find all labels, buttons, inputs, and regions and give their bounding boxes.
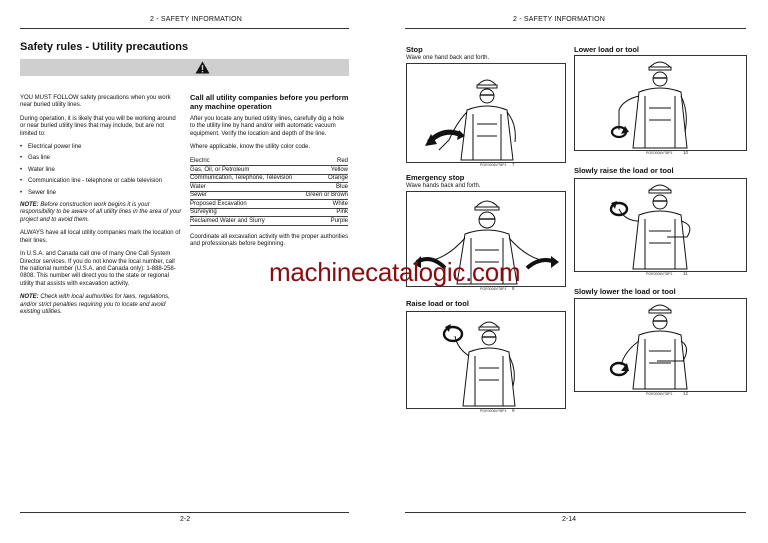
utility-name: Reclaimed Water and Slurry <box>190 217 302 226</box>
page-number-left: 2-2 <box>180 516 191 523</box>
running-head-right: 2 - SAFETY INFORMATION <box>513 16 606 23</box>
figure-caption: PGE0006VT8P1 <box>646 151 673 155</box>
list-item: • Electrical power line <box>20 144 182 151</box>
utility-color: Green or Brown <box>302 191 348 200</box>
running-head-left: 2 - SAFETY INFORMATION <box>150 16 243 23</box>
watermark: machinecatalogic.com <box>269 257 521 287</box>
figure-number: 10 <box>683 150 689 155</box>
left-column <box>20 95 182 322</box>
slowly-lower-signal-illustration <box>575 299 746 391</box>
figure-number: 11 <box>683 271 688 276</box>
one-call-paragraph: In U.S.A. and Canada call one of many One Call System Director services. If you do not know the local number, call the national number (U.S.A. and Canada only): 1-888-258-0808. This number will direct you to the state or regional utility that assists with excavation activity. <box>20 251 176 287</box>
utility-name: Gas, Oil, or Petroleum <box>190 166 302 175</box>
utility-color: Yellow <box>302 166 348 175</box>
utility-name: Proposed Excavation <box>190 200 302 209</box>
signal-title: Emergency stop <box>406 173 465 182</box>
list-item: • Gas line <box>20 155 182 162</box>
signal-title: Lower load or tool <box>574 45 639 54</box>
lower-load-signal-illustration <box>575 56 746 150</box>
table-row <box>190 208 348 217</box>
figure-lower-load <box>574 55 747 151</box>
utility-color: White <box>302 200 348 209</box>
header-rule-left <box>20 28 349 29</box>
utility-name: Electric <box>190 158 302 166</box>
table-row <box>190 166 348 175</box>
utility-color: Blue <box>302 183 348 192</box>
always-paragraph: ALWAYS have all local utility companies mark the location of their lines. <box>20 230 181 244</box>
intro-paragraph: YOU MUST FOLLOW safety precautions when you work near buried utility lines. <box>20 95 171 109</box>
table-row <box>190 200 348 209</box>
utility-color-table <box>190 158 348 226</box>
list-item: • Water line <box>20 167 182 174</box>
raise-load-signal-illustration <box>407 312 565 408</box>
footer-rule-left <box>20 512 349 513</box>
utility-color: Orange <box>302 174 348 183</box>
table-row <box>190 158 348 166</box>
table-row <box>190 217 348 226</box>
right-column <box>190 93 350 254</box>
warning-bar <box>20 59 349 76</box>
utility-color: Pink <box>302 208 348 217</box>
figure-number: 12 <box>683 391 689 396</box>
header-rule-right <box>405 28 746 29</box>
note-local-authorities: NOTE: Check with local authorities for laws, regulations, and/or strict penalties requiring you to locate and avoid existing utilities. <box>20 294 170 315</box>
figure-number: 7 <box>512 162 515 167</box>
slowly-raise-signal-illustration <box>575 179 746 271</box>
signal-title: Stop <box>406 45 423 54</box>
signal-title: Raise load or tool <box>406 299 469 308</box>
figure-caption: PGE0006VT8P1 <box>480 409 507 413</box>
utility-color: Purple <box>302 217 348 226</box>
figure-caption: PGE0006VT8P1 <box>646 392 673 396</box>
footer-rule-right <box>405 512 746 513</box>
stop-signal-illustration <box>407 64 565 162</box>
figure-number: 9 <box>512 408 515 413</box>
figure-slowly-lower <box>574 298 747 392</box>
signal-description: Wave hands back and forth. <box>406 183 481 189</box>
note-responsibility: NOTE: Before construction work begins it is your responsibility to be aware of all utility lines in the area of your project and to avoid them. <box>20 202 182 223</box>
figure-caption: PGE0006VT8P1 <box>480 287 507 291</box>
during-operation-paragraph: During operation, it is likely that you will be working around or near buried utility lines that may include, but are not limited to: <box>20 115 176 137</box>
figure-caption: PGE0006VT8P1 <box>646 272 673 276</box>
figure-raise-load <box>406 311 566 409</box>
table-row <box>190 191 348 200</box>
signal-title: Slowly raise the load or tool <box>574 166 674 175</box>
utility-color: Red <box>302 158 348 166</box>
call-utility-heading: Call all utility companies before you perform any machine operation <box>190 93 349 111</box>
signal-title: Slowly lower the load or tool <box>574 287 676 296</box>
where-applicable-paragraph: Where applicable, know the utility color code. <box>190 144 311 151</box>
figure-stop <box>406 63 566 163</box>
figure-number: 8 <box>512 286 515 291</box>
figure-slowly-raise <box>574 178 747 272</box>
utility-name: Sewer <box>190 191 302 200</box>
table-row <box>190 183 348 192</box>
utility-list <box>20 144 182 197</box>
page-number-right: 2-14 <box>562 516 577 523</box>
figure-caption: PGE0006VT8P1 <box>480 163 507 167</box>
utility-name: Surveying <box>190 208 302 217</box>
after-locate-paragraph: After you locate any buried utility lines, carefully dig a hole to the utility line by hand and/or with automatic vacuum equipment. Verify the location and depth of the line. <box>190 116 345 137</box>
warning-triangle-icon <box>195 61 210 74</box>
list-item: • Sewer line <box>20 190 182 197</box>
coordinate-paragraph: Coordinate all excavation activity with the proper authorities and professionals before beginning. <box>190 233 349 248</box>
utility-name: Communication, Telephone, Television <box>190 174 302 183</box>
page-title: Safety rules - Utility precautions <box>20 41 189 53</box>
list-item: • Communication line - telephone or cable television <box>20 178 182 185</box>
utility-name: Water <box>190 183 302 192</box>
table-row <box>190 174 348 183</box>
signal-description: Wave one hand back and forth. <box>406 55 490 61</box>
